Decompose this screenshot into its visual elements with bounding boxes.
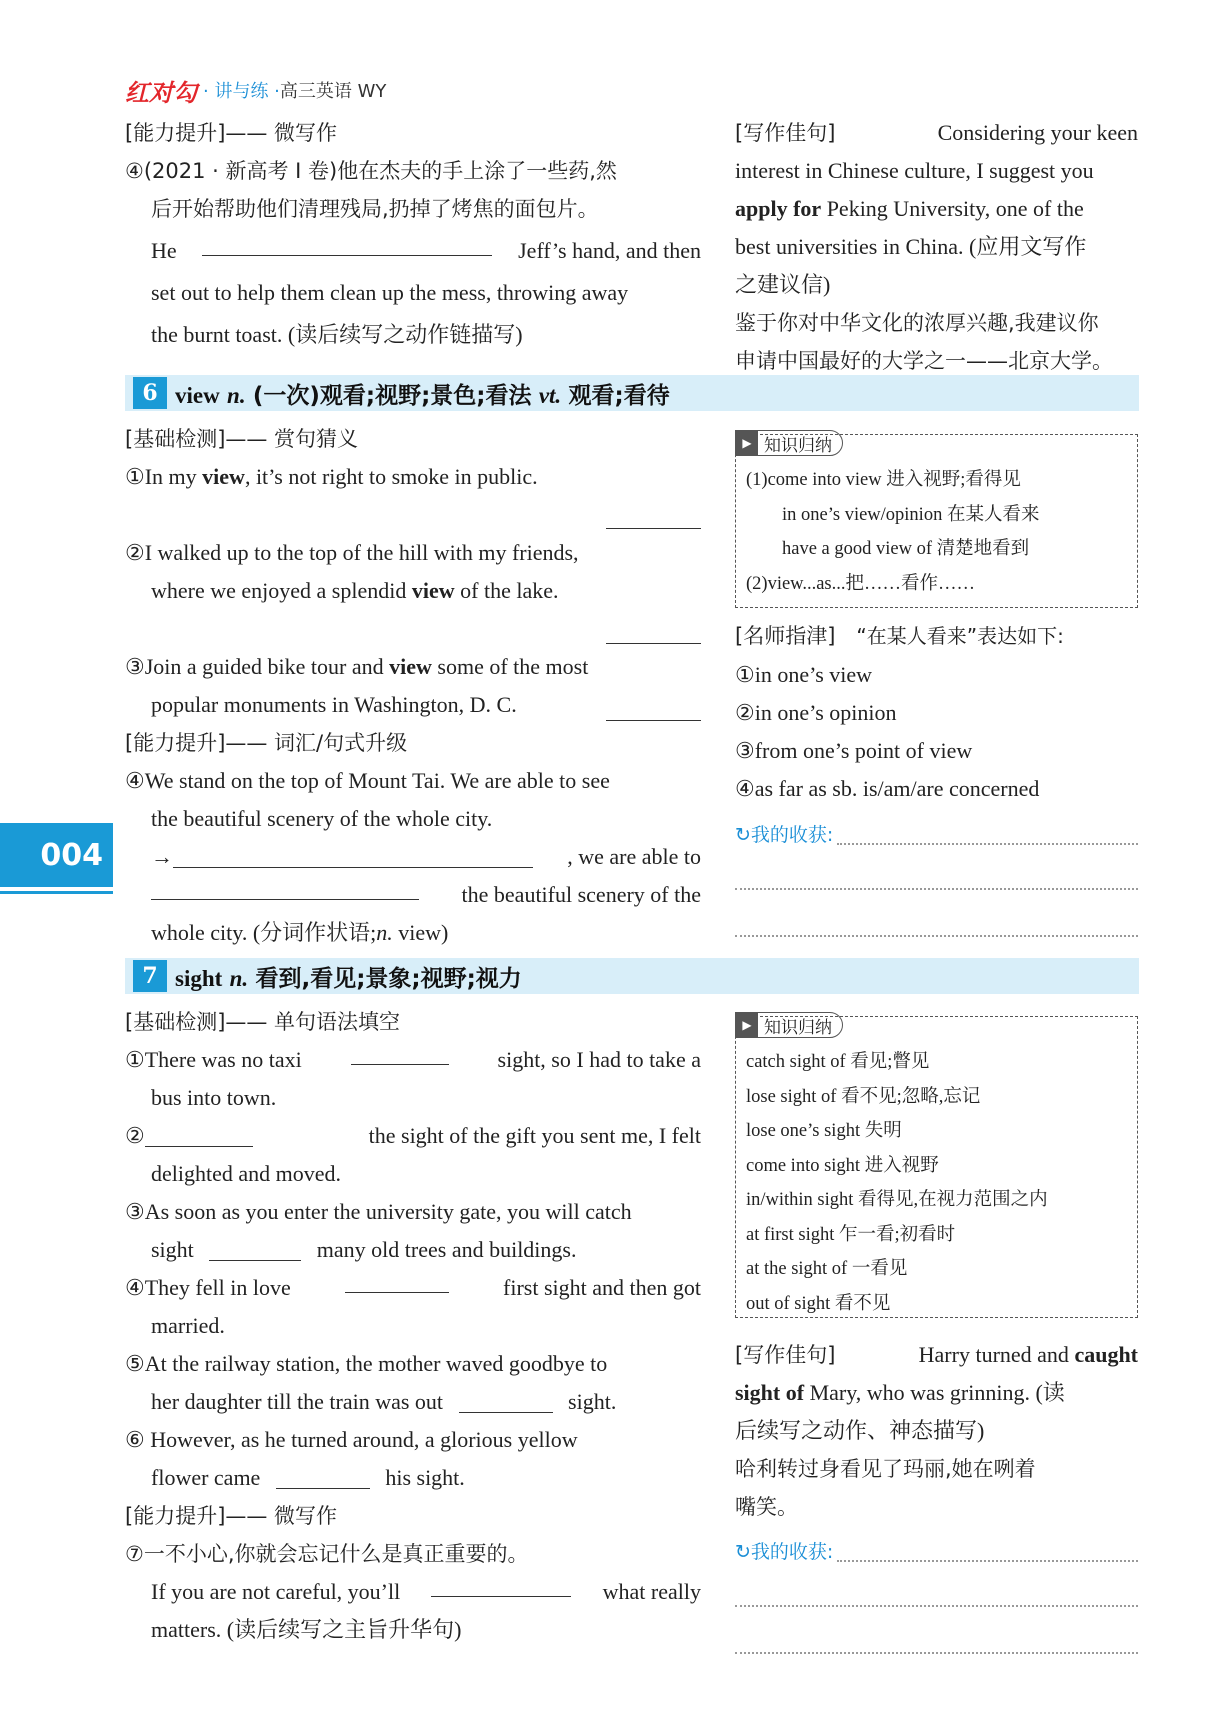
q4-cn-line2: 后开始帮助他们清理残局,扔掉了烤焦的面包片。 (151, 197, 599, 221)
know-line: (2)view...as...把……看作…… (746, 573, 975, 594)
word-6-header (125, 375, 1139, 411)
header-subject: 高三英语 WY (279, 81, 387, 102)
brand-logo: 红对勾 (125, 77, 197, 107)
top-good-sentence (735, 114, 1138, 380)
word-definition: view n. (一次)观看;视野;景色;看法 vt. 观看;看待 (175, 382, 670, 409)
writing-line5: 之建议信) (735, 272, 831, 297)
harvest-input-line[interactable] (837, 823, 1138, 845)
expression-item: ④as far as sb. is/am/are concerned (735, 776, 1040, 801)
writing-line1: Considering your keen (937, 120, 1138, 145)
answer-blank[interactable] (151, 876, 419, 900)
page-number: 004 (40, 837, 103, 873)
w6-q2-line1: ②I walked up to the top of the hill with my friends, (125, 540, 579, 565)
harvest-line[interactable] (735, 935, 1138, 937)
word-7-exercises (125, 1003, 701, 1649)
word-7-header (125, 958, 1139, 994)
writing-line2: sight of Mary, who was grinning. (读 (735, 1380, 1065, 1405)
q4-en-line4: set out to help them clean up the mess, throwing away (151, 280, 629, 305)
writing-cn2: 申请中国最好的大学之一——北京大学。 (735, 349, 1113, 373)
top-microwriting (125, 114, 701, 354)
know-line: catch sight of 看见;瞥见 (746, 1052, 930, 1072)
play-icon: ▶ (736, 1013, 758, 1037)
w7-q3-line2: sight many old trees and buildings. (151, 1237, 577, 1262)
q4-he: He (151, 238, 177, 263)
answer-blank[interactable] (276, 1465, 370, 1489)
know-line: lose sight of 看不见;忽略,忘记 (746, 1086, 981, 1107)
my-harvest (735, 820, 1138, 847)
page-number-tab (0, 823, 113, 887)
my-harvest (735, 1537, 1138, 1564)
answer-blank[interactable] (431, 1573, 571, 1597)
word-definition: sight n. 看到,看见;景象;视野;视力 (175, 965, 522, 992)
w6-q2-answer-blank[interactable] (606, 642, 701, 644)
w7-q7-line3: matters. (读后续写之主旨升华句) (151, 1617, 462, 1642)
q4-after: Jeff’s hand, and then (518, 238, 701, 263)
w6-q3-line2: popular monuments in Washington, D. C. (151, 692, 517, 717)
w6-q4-line2: the beautiful scenery of the whole city. (151, 806, 493, 831)
expression-item: ②in one’s opinion (735, 700, 897, 725)
know-line: come into sight 进入视野 (746, 1155, 939, 1176)
answer-blank[interactable] (459, 1389, 553, 1413)
bold-phrase: apply for (735, 196, 822, 221)
section-label: [能力提升]—— 微写作 (125, 121, 338, 145)
harvest-line[interactable] (735, 1605, 1138, 1607)
answer-blank[interactable] (173, 844, 533, 868)
w7-q7-cn: ⑦一不小心,你就会忘记什么是真正重要的。 (125, 1542, 529, 1566)
answer-blank[interactable] (145, 1123, 253, 1147)
w7-q1-line2: bus into town. (151, 1085, 277, 1110)
header-series: · 讲与练 · (203, 81, 280, 102)
writing-line1: [写作佳句] Harry turned and caught (735, 1342, 1138, 1367)
refresh-icon: ↻ (735, 824, 751, 846)
w6-q4-line1: ④We stand on the top of Mount Tai. We are able to see (125, 768, 610, 793)
w7-good-sentence (735, 1336, 1138, 1526)
w7-q1-line1: ①There was no taxi sight, so I had to take a (125, 1041, 701, 1079)
writing-line4: best universities in China. (应用文写作 (735, 234, 1087, 259)
w7-q4-line1: ④They fell in love first sight and then got (125, 1269, 701, 1307)
writing-line3: 后续写之动作、神态描写) (735, 1418, 985, 1443)
word-6-exercises (125, 420, 701, 952)
knowledge-tag: ▶ 知识归纳 (735, 1012, 843, 1038)
word-number: 7 (133, 960, 167, 992)
w6-q3-line1: ③Join a guided bike tour and view some of the most (125, 654, 589, 679)
w7-q5-line2: her daughter till the train was out sight. (151, 1389, 617, 1414)
know-line: at first sight 乍一看;初看时 (746, 1224, 956, 1245)
answer-blank[interactable] (209, 1237, 301, 1261)
w7-q6-line1: ⑥ However, as he turned around, a glorious yellow (125, 1427, 578, 1452)
writing-line2: interest in Chinese culture, I suggest you (735, 158, 1094, 183)
answer-blank[interactable] (202, 232, 492, 256)
harvest-label: ↻我的收获: (735, 1541, 834, 1563)
q4-en-line5: the burnt toast. (读后续写之动作链描写) (151, 322, 523, 347)
page-tab-underline (0, 891, 113, 894)
w7-q2-line1: ② the sight of the gift you sent me, I felt (125, 1123, 701, 1148)
writing-cn2: 嘴笑。 (735, 1495, 798, 1519)
know-line: lose one’s sight 失明 (746, 1121, 902, 1141)
answer-blank[interactable] (351, 1041, 449, 1065)
w6-q4-line4: the beautiful scenery of the (125, 876, 701, 914)
expression-item: ③from one’s point of view (735, 738, 973, 763)
w6-q2-line2: where we enjoyed a splendid view of the lake. (151, 578, 559, 603)
word-number: 6 (133, 377, 167, 409)
refresh-icon: ↻ (735, 1541, 751, 1563)
w7-q5-line1: ⑤At the railway station, the mother waved goodbye to (125, 1351, 608, 1376)
basic-label: [基础检测]—— 单句语法填空 (125, 1010, 401, 1034)
w6-q3-answer-blank[interactable] (606, 719, 701, 721)
w7-q6-line2: flower came his sight. (151, 1465, 465, 1490)
harvest-label: ↻我的收获: (735, 824, 834, 846)
w6-q4-line3: → , we are able to (151, 844, 701, 869)
w6-q1-answer-blank[interactable] (606, 527, 701, 529)
know-line: (1)come into view 进入视野;看得见 (746, 470, 1021, 490)
basic-label: [基础检测]—— 赏句猜义 (125, 427, 359, 451)
knowledge-box-view (735, 434, 1138, 608)
know-line: at the sight of 一看见 (746, 1259, 908, 1279)
w6-q1: ①In my view, it’s not right to smoke in public. (125, 464, 538, 489)
know-line: have a good view of 清楚地看到 (782, 539, 1030, 559)
w7-q4-line2: married. (151, 1313, 225, 1338)
know-line: in one’s view/opinion 在某人看来 (782, 504, 1040, 525)
writing-cn1: 哈利转过身看见了玛丽,她在咧着 (735, 1457, 1036, 1481)
w7-q7-line2: If you are not careful, you’ll what really (125, 1573, 701, 1611)
w7-q3-line1: ③As soon as you enter the university gate, you will catch (125, 1199, 632, 1224)
knowledge-tag: ▶ 知识归纳 (735, 430, 843, 456)
teacher-line: [名师指津] “在某人看来”表达如下: (735, 624, 1064, 648)
w7-q2-line2: delighted and moved. (151, 1161, 342, 1186)
harvest-input-line[interactable] (837, 1540, 1138, 1562)
advance-label: [能力提升]—— 词汇/句式升级 (125, 731, 408, 755)
know-line: out of sight 看不见 (746, 1293, 891, 1314)
page-header (125, 74, 386, 106)
know-line: in/within sight 看得见,在视力范围之内 (746, 1190, 1048, 1210)
q4-cn-line1: ④(2021 · 新高考 Ⅰ 卷)他在杰夫的手上涂了一些药,然 (125, 159, 617, 183)
writing-line3: apply for Peking University, one of the (735, 196, 1084, 221)
expression-item: ①in one’s view (735, 662, 873, 687)
harvest-line[interactable] (735, 888, 1138, 890)
play-icon: ▶ (736, 431, 758, 455)
writing-cn1: 鉴于你对中华文化的浓厚兴趣,我建议你 (735, 311, 1099, 335)
harvest-line[interactable] (735, 1652, 1138, 1654)
teacher-notes (735, 617, 1138, 808)
knowledge-box-sight (735, 1016, 1138, 1318)
q4-en-line3 (125, 232, 701, 270)
answer-blank[interactable] (345, 1269, 449, 1293)
writing-label: [写作佳句] (735, 121, 836, 145)
w6-q4-line5: whole city. (分词作状语;n. view) (151, 920, 449, 945)
advance-label: [能力提升]—— 微写作 (125, 1504, 338, 1528)
